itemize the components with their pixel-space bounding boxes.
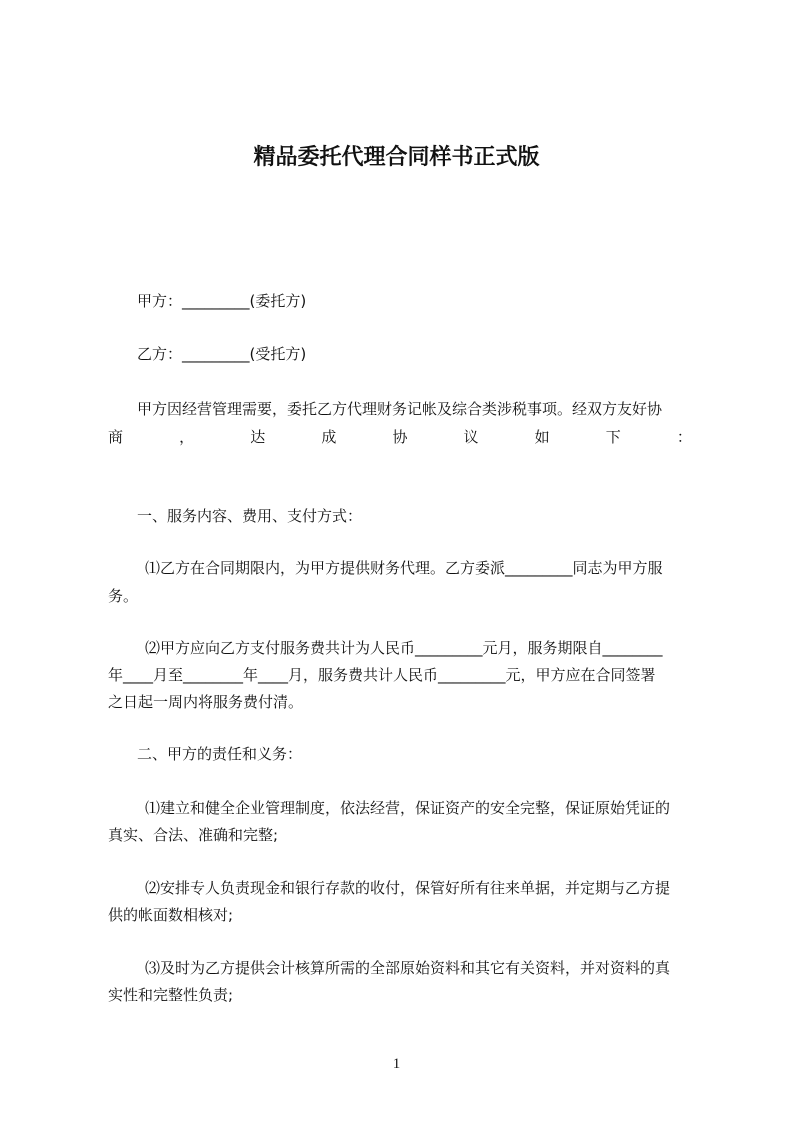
section-1-item-2-line-2: 年____月至________年____月，服务费共计人民币_________元，甲方应在合同签署 [108,666,656,684]
section-2-heading: 二、甲方的责任和义务： [137,745,303,763]
intro-char: 如 [534,428,550,446]
section-2-item-3-line-1: ⑶及时为乙方提供会计核算所需的全部原始资料和其它有关资料，并对资料的真 [145,959,671,977]
section-1-item-2-line-3: 之日起一周内将服务费付清。 [108,693,304,711]
section-2-item-3-line-2: 实性和完整性负责; [108,986,234,1004]
section-2-item-2-line-1: ⑵安排专人负责现金和银行存款的收付，保管好所有往来单据，并定期与乙方提 [145,879,671,897]
intro-line-2 [108,424,692,450]
intro-char: 达 [250,428,266,446]
document-title: 精品委托代理合同样书正式版 [253,145,540,170]
intro-char: 成 [321,428,337,446]
intro-char: 协 [392,428,408,446]
section-2-item-1-line-2: 真实、合法、准确和完整; [108,826,279,844]
intro-line-1: 甲方因经营管理需要，委托乙方代理财务记帐及综合类涉税事项。经双方友好协 [137,400,663,418]
party-a-line: 甲方：_________(委托方) [137,292,307,310]
section-1-item-2-line-1: ⑵甲方应向乙方支付服务费共计为人民币_________元月，服务期限自________ [145,639,663,657]
section-2-item-1-line-1: ⑴建立和健全企业管理制度，依法经营，保证资产的安全完整，保证原始凭证的 [145,799,671,817]
intro-char: 下 [605,428,621,446]
party-b-line: 乙方：_________(受托方) [137,345,307,363]
intro-char: 商 [108,428,124,446]
section-1-item-1-line-2: 务。 [108,587,139,605]
section-1-heading: 一、服务内容、费用、支付方式： [137,507,363,525]
section-1-item-1-line-1: ⑴乙方在合同期限内，为甲方提供财务代理。乙方委派_________同志为甲方服 [145,559,663,577]
intro-char: 议 [463,428,479,446]
page-number: 1 [392,1056,401,1072]
intro-char: ： [676,428,692,446]
intro-char: ， [179,428,195,446]
section-2-item-2-line-2: 供的帐面数相核对; [108,906,234,924]
